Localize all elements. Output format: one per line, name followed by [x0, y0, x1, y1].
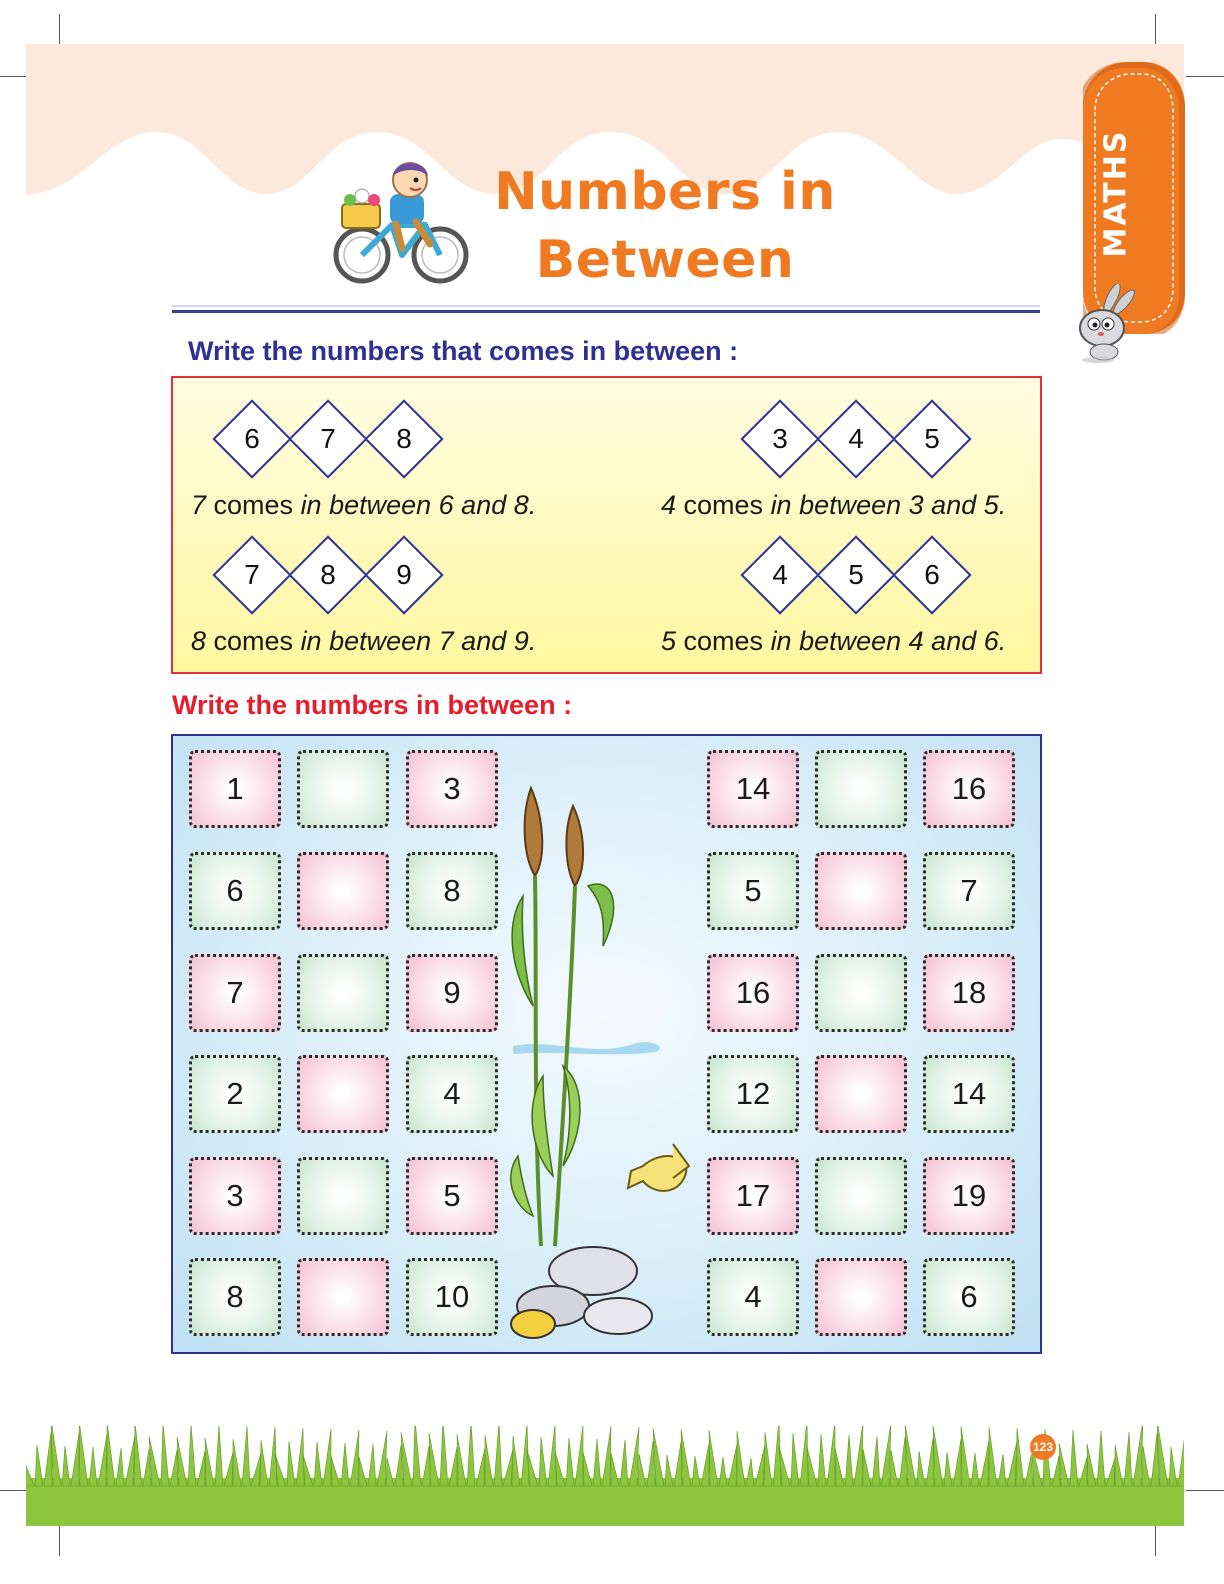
- crop-mark: [1186, 1490, 1224, 1491]
- answer-blank-stamp[interactable]: [297, 1055, 389, 1133]
- section2-heading: Write the numbers in between :: [172, 690, 573, 720]
- number-stamp: 7: [189, 954, 281, 1032]
- answer-blank-stamp[interactable]: [815, 750, 907, 828]
- number-diamond: 5: [893, 400, 971, 478]
- answer-blank-stamp[interactable]: [297, 750, 389, 828]
- number-diamond: 3: [741, 400, 819, 478]
- number-stamp: 6: [923, 1258, 1015, 1336]
- number-diamond: 8: [365, 400, 443, 478]
- number-diamond: 5: [817, 536, 895, 614]
- number-stamp: 12: [707, 1055, 799, 1133]
- number-stamp: 8: [406, 852, 498, 930]
- number-stamp: 7: [923, 852, 1015, 930]
- rabbit-mascot-illustration: [1068, 284, 1140, 364]
- example-sentence: 7 comes in between 6 and 8.: [191, 490, 537, 520]
- subject-tab-label: MATHS: [1098, 129, 1134, 257]
- crop-mark: [1186, 76, 1224, 77]
- boy-on-bicycle-illustration: [330, 160, 475, 285]
- example-box: [171, 376, 1042, 674]
- grass-border: [26, 1426, 1184, 1526]
- pond-reeds-fish-illustration: [493, 776, 693, 1351]
- number-stamp: 9: [406, 954, 498, 1032]
- number-stamp: 10: [406, 1258, 498, 1336]
- crop-mark: [0, 1490, 26, 1491]
- crop-mark: [1155, 1526, 1156, 1556]
- crop-mark: [59, 14, 60, 46]
- answer-blank-stamp[interactable]: [815, 852, 907, 930]
- number-diamond: 6: [213, 400, 291, 478]
- number-diamond: 9: [365, 536, 443, 614]
- answer-blank-stamp[interactable]: [297, 1157, 389, 1235]
- number-stamp: 1: [189, 750, 281, 828]
- crop-mark: [59, 1526, 60, 1556]
- page-number: 123: [1030, 1434, 1056, 1460]
- exercise-box: [171, 734, 1042, 1354]
- number-stamp: 6: [189, 852, 281, 930]
- title-divider: [172, 310, 1040, 313]
- grass-blades: [26, 1426, 1184, 1486]
- answer-blank-stamp[interactable]: [297, 1258, 389, 1336]
- answer-blank-stamp[interactable]: [815, 1055, 907, 1133]
- section1-heading: Write the numbers that comes in between :: [188, 336, 739, 366]
- title-divider-shadow: [172, 305, 1040, 307]
- answer-blank-stamp[interactable]: [815, 954, 907, 1032]
- number-stamp: 5: [707, 852, 799, 930]
- number-diamond: 6: [893, 536, 971, 614]
- crop-mark: [0, 76, 26, 77]
- answer-blank-stamp[interactable]: [297, 852, 389, 930]
- number-stamp: 4: [707, 1258, 799, 1336]
- example-sentence: 8 comes in between 7 and 9.: [191, 626, 537, 656]
- number-stamp: 16: [707, 954, 799, 1032]
- number-diamond: 7: [213, 536, 291, 614]
- number-stamp: 14: [923, 1055, 1015, 1133]
- answer-blank-stamp[interactable]: [815, 1258, 907, 1336]
- number-stamp: 8: [189, 1258, 281, 1336]
- number-diamond: 8: [289, 536, 367, 614]
- number-stamp: 17: [707, 1157, 799, 1235]
- number-stamp: 2: [189, 1055, 281, 1133]
- number-stamp: 3: [189, 1157, 281, 1235]
- number-stamp: 14: [707, 750, 799, 828]
- example-sentence: 5 comes in between 4 and 6.: [661, 626, 1007, 656]
- number-diamond: 7: [289, 400, 367, 478]
- number-stamp: 4: [406, 1055, 498, 1133]
- answer-blank-stamp[interactable]: [297, 954, 389, 1032]
- number-stamp: 19: [923, 1157, 1015, 1235]
- number-diamond: 4: [817, 400, 895, 478]
- answer-blank-stamp[interactable]: [815, 1157, 907, 1235]
- number-stamp: 16: [923, 750, 1015, 828]
- page-title: Numbers in Between: [494, 162, 836, 290]
- number-stamp: 3: [406, 750, 498, 828]
- number-stamp: 18: [923, 954, 1015, 1032]
- example-sentence: 4 comes in between 3 and 5.: [661, 490, 1007, 520]
- number-stamp: 5: [406, 1157, 498, 1235]
- crop-mark: [1155, 14, 1156, 46]
- number-diamond: 4: [741, 536, 819, 614]
